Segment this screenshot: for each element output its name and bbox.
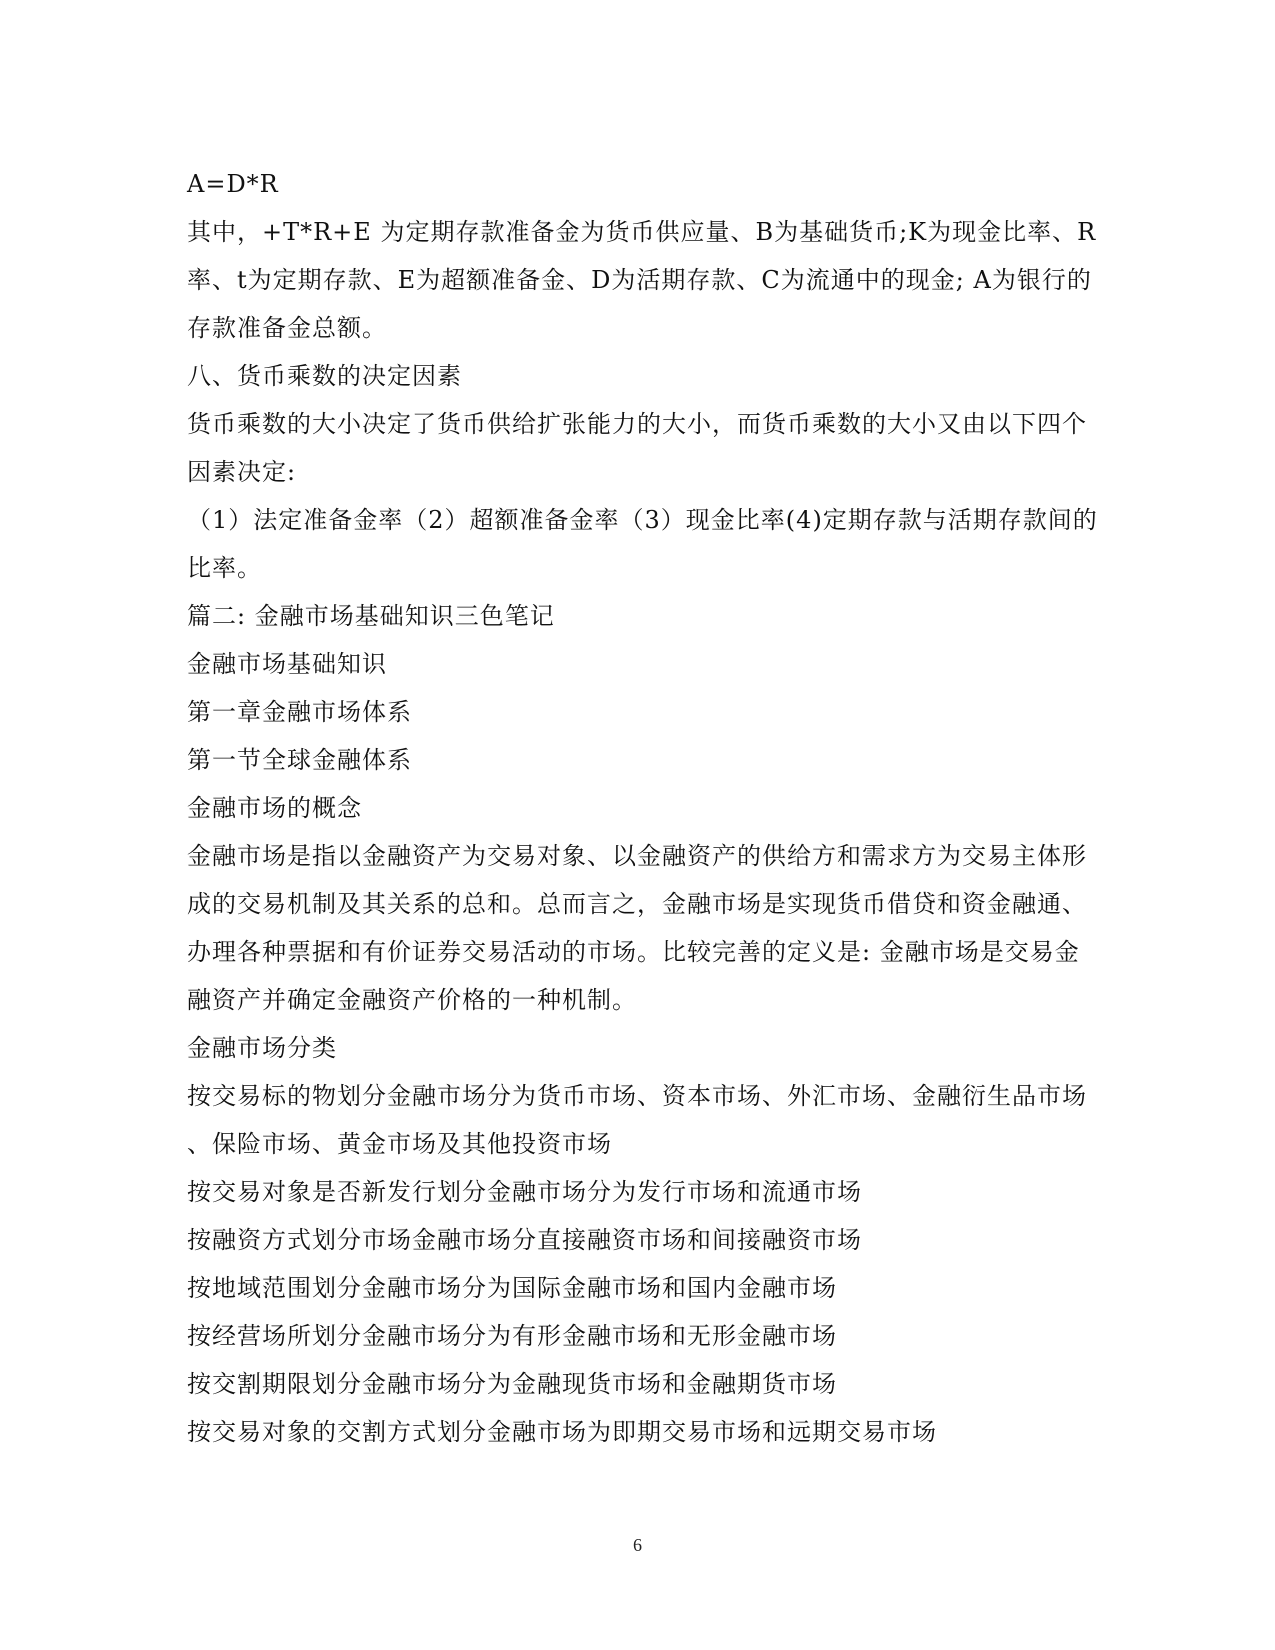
text-line: 率、t为定期存款、E为超额准备金、D为活期存款、C为流通中的现金; A为银行的 xyxy=(187,266,1092,294)
section-heading: 金融市场基础知识 xyxy=(187,650,387,678)
text-line: 办理各种票据和有价证券交易活动的市场。比较完善的定义是: 金融市场是交易金 xyxy=(187,938,1080,966)
text-line: 按融资方式划分市场金融市场分直接融资市场和间接融资市场 xyxy=(187,1226,862,1254)
text-line: 金融市场是指以金融资产为交易对象、以金融资产的供给方和需求方为交易主体形 xyxy=(187,842,1087,870)
text-line: 按地域范围划分金融市场分为国际金融市场和国内金融市场 xyxy=(187,1274,837,1302)
text-line: 按交易对象是否新发行划分金融市场分为发行市场和流通市场 xyxy=(187,1178,862,1206)
text-line: 按经营场所划分金融市场分为有形金融市场和无形金融市场 xyxy=(187,1322,837,1350)
text-line: 按交割期限划分金融市场分为金融现货市场和金融期货市场 xyxy=(187,1370,837,1398)
section-heading: 第一节全球金融体系 xyxy=(187,746,412,774)
section-heading: 第一章金融市场体系 xyxy=(187,698,412,726)
subsection-heading: 金融市场的概念 xyxy=(187,794,362,822)
text-line: 、保险市场、黄金市场及其他投资市场 xyxy=(187,1130,612,1158)
subsection-heading: 金融市场分类 xyxy=(187,1034,337,1062)
text-line: 其中，+T*R+E 为定期存款准备金为货币供应量、B为基础货币;K为现金比率、R xyxy=(187,218,1097,246)
text-line: 存款准备金总额。 xyxy=(187,314,387,342)
text-line: （1）法定准备金率（2）超额准备金率（3）现金比率(4)定期存款与活期存款间的 xyxy=(187,506,1098,534)
text-line: 按交易对象的交割方式划分金融市场为即期交易市场和远期交易市场 xyxy=(187,1418,937,1446)
text-line: 比率。 xyxy=(187,554,262,582)
text-line: 货币乘数的大小决定了货币供给扩张能力的大小，而货币乘数的大小又由以下四个 xyxy=(187,410,1087,438)
text-line: 按交易标的物划分金融市场分为货币市场、资本市场、外汇市场、金融衍生品市场 xyxy=(187,1082,1087,1110)
document-body xyxy=(187,160,1098,1456)
text-line: 融资产并确定金融资产价格的一种机制。 xyxy=(187,986,637,1014)
section-heading: 八、货币乘数的决定因素 xyxy=(187,362,462,390)
page-number: 6 xyxy=(633,1535,642,1555)
text-line: 成的交易机制及其关系的总和。总而言之，金融市场是实现货币借贷和资金融通、 xyxy=(187,890,1087,918)
text-line: 因素决定: xyxy=(187,458,297,486)
chapter-heading: 篇二: 金融市场基础知识三色笔记 xyxy=(187,602,555,630)
formula-line: A=D*R xyxy=(187,170,279,198)
